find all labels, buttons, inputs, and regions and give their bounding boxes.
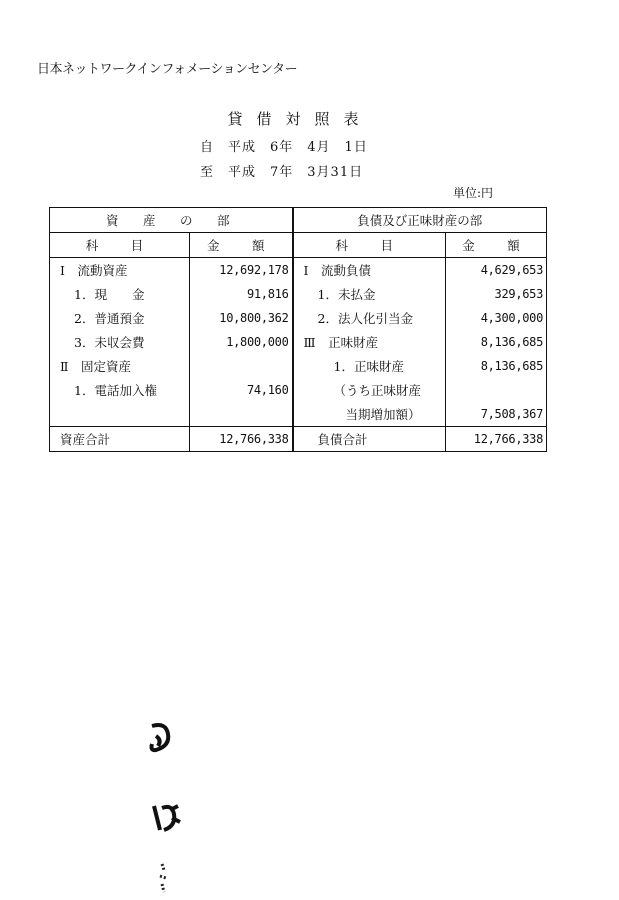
right-amount: [446, 378, 547, 402]
table-row: [50, 330, 547, 354]
left-item: 3．未収会費: [50, 330, 190, 354]
unit-label: 単位:円: [453, 186, 494, 200]
right-item: （うち正味財産: [293, 378, 446, 402]
balance-sheet-table: [49, 207, 547, 452]
left-amount: 91,816: [190, 282, 293, 306]
table-row: [50, 354, 547, 378]
organization-name: 日本ネットワークインフォメーションセンター: [37, 62, 298, 77]
liabilities-total-label: 負債合計: [293, 427, 446, 452]
right-amount: 7,508,367: [446, 402, 547, 427]
assets-amount-header: 金 額: [190, 233, 293, 258]
liabilities-item-header: 科 目: [293, 233, 446, 258]
liabilities-section-header: 負債及び正味財産の部: [293, 208, 547, 233]
left-item: Ⅰ 流動資産: [50, 258, 190, 283]
scan-mark: [146, 720, 176, 760]
table-row: [50, 258, 547, 283]
right-amount: 8,136,685: [446, 330, 547, 354]
column-header-row: [50, 233, 547, 258]
assets-total-label: 資産合計: [50, 427, 190, 452]
right-item: 2．法人化引当金: [293, 306, 446, 330]
right-amount: 329,653: [446, 282, 547, 306]
right-item: Ⅰ 流動負債: [293, 258, 446, 283]
left-amount: 74,160: [190, 378, 293, 402]
right-item: 当期増加額）: [293, 402, 446, 427]
left-amount: 10,800,362: [190, 306, 293, 330]
right-item: 1．未払金: [293, 282, 446, 306]
left-item: 1．現 金: [50, 282, 190, 306]
right-amount: 4,300,000: [446, 306, 547, 330]
section-header-row: [50, 208, 547, 233]
assets-item-header: 科 目: [50, 233, 190, 258]
table-row: [50, 402, 547, 427]
scan-mark: [150, 800, 184, 836]
right-amount: 8,136,685: [446, 354, 547, 378]
left-item: 2．普通預金: [50, 306, 190, 330]
right-item: 1．正味財産: [293, 354, 446, 378]
left-item: 1．電話加入権: [50, 378, 190, 402]
assets-section-header: 資 産 の 部: [50, 208, 293, 233]
left-amount: [190, 402, 293, 427]
liabilities-total-amount: 12,766,338: [446, 427, 547, 452]
document-title: 貸借対照表: [227, 110, 373, 128]
period-to: 至 平成 7年 3月31日: [200, 165, 364, 180]
left-item: Ⅱ 固定資産: [50, 354, 190, 378]
left-item: [50, 402, 190, 427]
period-from: 自 平成 6年 4月 1日: [200, 140, 368, 155]
liabilities-amount-header: 金 額: [446, 233, 547, 258]
left-amount: [190, 354, 293, 378]
left-amount: 1,800,000: [190, 330, 293, 354]
table-row: [50, 378, 547, 402]
left-amount: 12,692,178: [190, 258, 293, 283]
right-item: Ⅲ 正味財産: [293, 330, 446, 354]
table-row: [50, 306, 547, 330]
scan-mark: [154, 860, 178, 896]
assets-total-amount: 12,766,338: [190, 427, 293, 452]
right-amount: 4,629,653: [446, 258, 547, 283]
totals-row: [50, 427, 547, 452]
table-row: [50, 282, 547, 306]
